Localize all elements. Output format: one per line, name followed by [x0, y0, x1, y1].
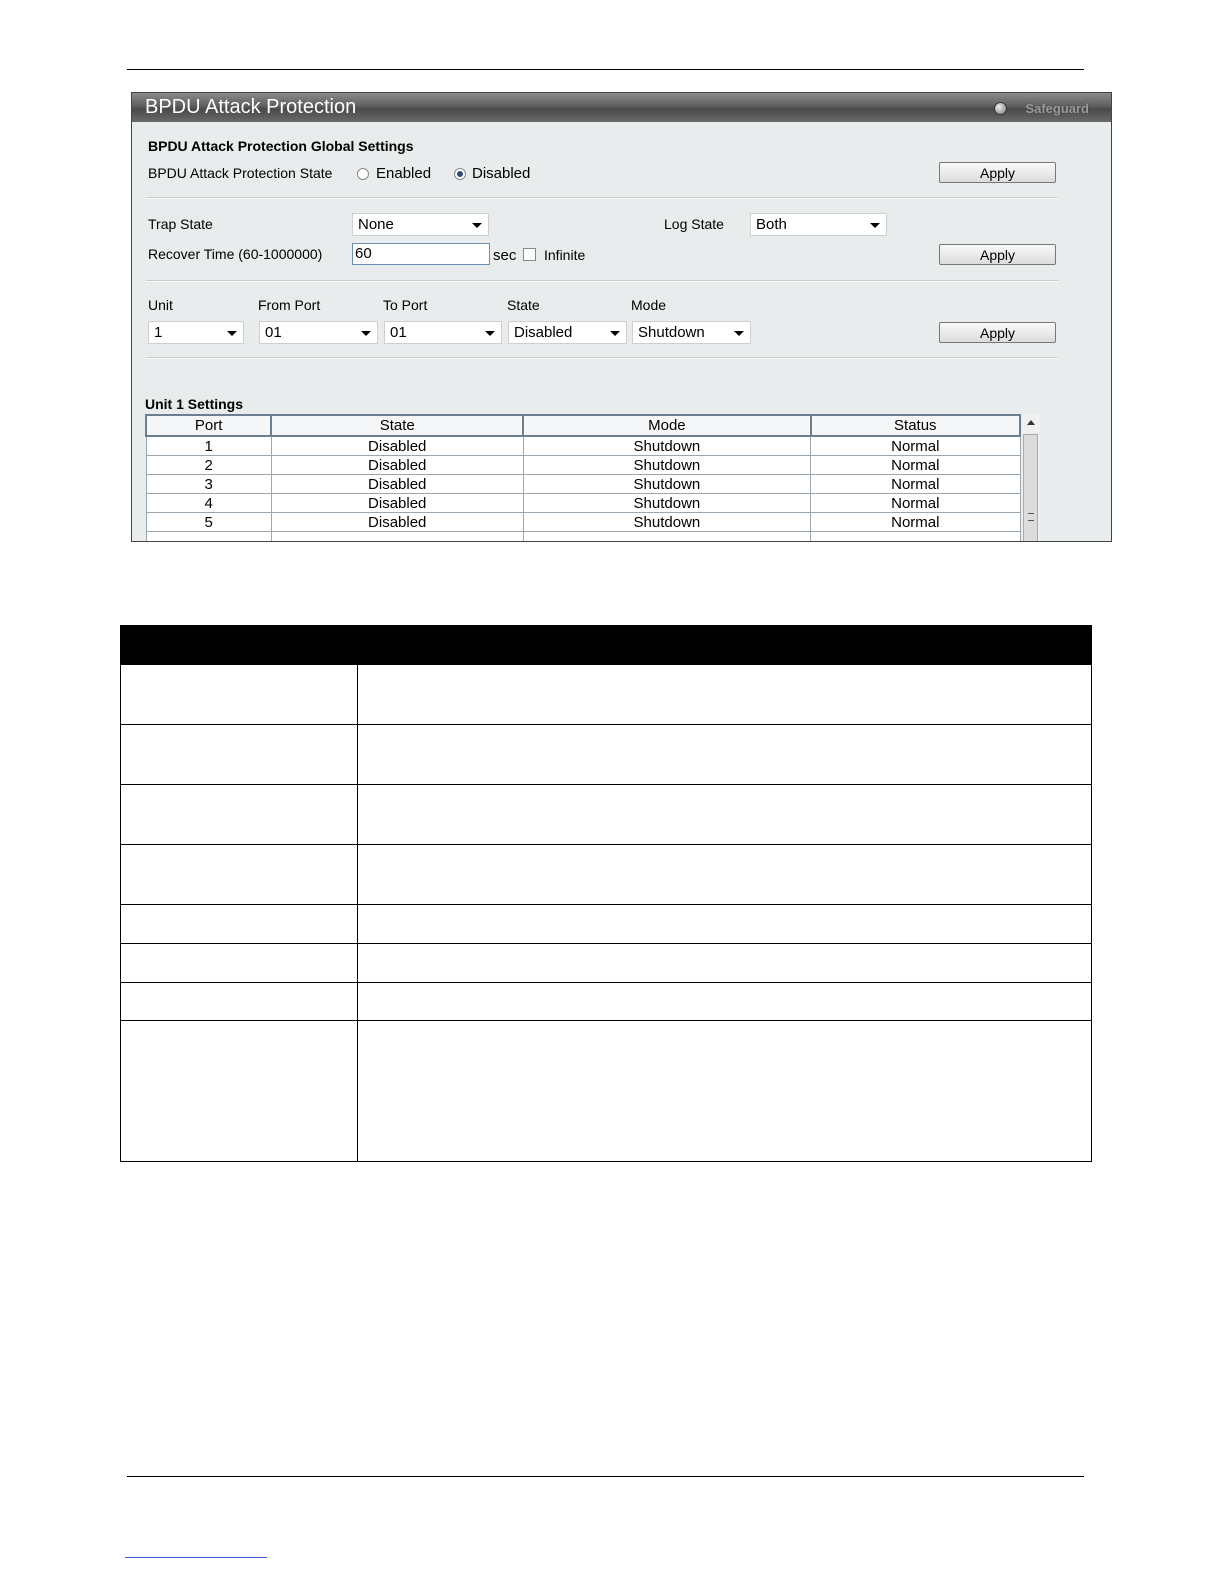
table-row — [146, 436, 1020, 456]
mode-cell: Shutdown — [523, 513, 810, 532]
unit-select[interactable] — [148, 321, 244, 344]
status-cell: Normal — [811, 475, 1020, 494]
table-row — [146, 532, 1020, 543]
port-cell: 3 — [146, 475, 271, 494]
parameter-cell — [121, 944, 358, 983]
trap-state-select[interactable] — [352, 213, 489, 236]
to-port-label: To Port — [383, 297, 428, 313]
state-cell: Disabled — [271, 436, 523, 456]
port-cell: 4 — [146, 494, 271, 513]
protection-state-label: BPDU Attack Protection State — [148, 165, 333, 181]
infinite-label: Infinite — [544, 247, 586, 263]
global-settings-heading: BPDU Attack Protection Global Settings — [148, 138, 414, 154]
port-cell — [146, 532, 271, 543]
table-scrollbar[interactable] — [1022, 414, 1040, 542]
header-rule — [127, 69, 1084, 70]
column-header-mode: Mode — [523, 415, 810, 436]
column-header-port: Port — [146, 415, 271, 436]
recover-time-label: Recover Time (60-1000000) — [148, 246, 323, 262]
to-port-value: 01 — [390, 324, 407, 341]
port-cell: 5 — [146, 513, 271, 532]
disabled-radio[interactable] — [454, 168, 466, 180]
recover-time-input[interactable]: 60 — [352, 243, 490, 265]
enabled-radio-label[interactable]: Enabled — [376, 165, 432, 182]
port-cell: 2 — [146, 456, 271, 475]
chevron-down-icon — [485, 331, 495, 336]
description-column-header — [358, 626, 1092, 665]
trap-state-value: None — [358, 216, 394, 233]
description-cell — [358, 845, 1092, 905]
table-row — [121, 845, 1092, 905]
parameter-cell — [121, 725, 358, 785]
from-port-value: 01 — [265, 324, 282, 341]
table-row — [121, 1021, 1092, 1162]
table-row — [121, 905, 1092, 944]
infinite-checkbox[interactable] — [523, 248, 536, 261]
status-cell: Normal — [811, 494, 1020, 513]
unit-label: Unit — [148, 297, 173, 313]
status-cell: Normal — [811, 456, 1020, 475]
description-cell — [358, 905, 1092, 944]
parameter-cell — [121, 905, 358, 944]
chevron-down-icon — [227, 331, 237, 336]
column-header-state: State — [271, 415, 523, 436]
divider — [146, 280, 1058, 282]
status-cell — [811, 532, 1020, 543]
status-cell: Normal — [811, 436, 1020, 456]
state-cell — [271, 532, 523, 543]
column-header-status: Status — [811, 415, 1020, 436]
panel-titlebar — [132, 93, 1111, 122]
divider — [146, 357, 1058, 359]
parameter-cell — [121, 785, 358, 845]
description-cell — [358, 983, 1092, 1021]
parameter-cell — [121, 845, 358, 905]
parameter-cell — [121, 665, 358, 725]
table-row — [121, 983, 1092, 1021]
from-port-select[interactable] — [259, 321, 378, 344]
state-select[interactable] — [508, 321, 627, 344]
unit-value: 1 — [154, 324, 163, 341]
table-row — [146, 475, 1020, 494]
state-cell: Disabled — [271, 475, 523, 494]
sec-unit-label: sec — [493, 247, 517, 264]
table-row — [146, 513, 1020, 532]
chevron-down-icon — [610, 331, 620, 336]
unit-settings-heading: Unit 1 Settings — [145, 396, 244, 412]
status-cell: Normal — [811, 513, 1020, 532]
mode-cell: Shutdown — [523, 494, 810, 513]
chevron-down-icon — [472, 223, 482, 228]
table-row — [121, 665, 1092, 725]
scrollbar-thumb[interactable] — [1023, 434, 1038, 542]
divider — [146, 197, 1058, 199]
safeguard-badge: Safeguard — [1025, 101, 1089, 116]
description-cell — [358, 725, 1092, 785]
panel-title: BPDU Attack Protection — [145, 96, 357, 118]
log-state-label: Log State — [664, 216, 724, 232]
description-cell — [358, 944, 1092, 983]
mode-label: Mode — [631, 297, 667, 313]
parameter-cell — [121, 983, 358, 1021]
mode-select[interactable] — [632, 321, 751, 344]
to-port-select[interactable] — [384, 321, 502, 344]
mode-value: Shutdown — [638, 324, 705, 341]
port-cell: 1 — [146, 436, 271, 456]
state-cell: Disabled — [271, 456, 523, 475]
table-row — [121, 944, 1092, 983]
table-header-row — [146, 415, 1020, 436]
bpdu-attack-protection-panel — [131, 92, 1112, 542]
chevron-down-icon — [361, 331, 371, 336]
port-apply-button[interactable]: Apply — [939, 322, 1056, 343]
description-cell — [358, 1021, 1092, 1162]
mode-cell: Shutdown — [523, 475, 810, 494]
state-value: Disabled — [514, 324, 573, 341]
description-cell — [358, 785, 1092, 845]
chevron-down-icon — [870, 223, 880, 228]
table-header-row — [121, 626, 1092, 665]
mode-cell — [523, 532, 810, 543]
safeguard-icon — [994, 102, 1007, 115]
scroll-up-arrow-icon[interactable] — [1027, 420, 1035, 425]
table-row — [146, 494, 1020, 513]
disabled-radio-label[interactable]: Disabled — [472, 165, 531, 182]
mode-cell: Shutdown — [523, 456, 810, 475]
footer-rule — [127, 1476, 1084, 1477]
log-state-select[interactable] — [750, 213, 887, 236]
trap-apply-button[interactable]: Apply — [939, 244, 1056, 265]
state-cell: Disabled — [271, 494, 523, 513]
trap-state-label: Trap State — [148, 216, 213, 232]
state-cell: Disabled — [271, 513, 523, 532]
mode-cell: Shutdown — [523, 436, 810, 456]
port-settings-table — [145, 414, 1021, 542]
table-row — [121, 725, 1092, 785]
parameter-column-header — [121, 626, 358, 665]
table-row — [146, 456, 1020, 475]
grip-icon — [1028, 513, 1034, 521]
log-state-value: Both — [756, 216, 787, 233]
description-cell — [358, 665, 1092, 725]
parameter-cell — [121, 1021, 358, 1162]
state-label: State — [507, 297, 540, 313]
global-apply-button[interactable]: Apply — [939, 162, 1056, 183]
table-row — [121, 785, 1092, 845]
parameter-description-table — [120, 625, 1092, 1162]
enabled-radio[interactable] — [357, 168, 369, 180]
from-port-label: From Port — [258, 297, 321, 313]
chevron-down-icon — [734, 331, 744, 336]
footer-link-underline[interactable] — [125, 1557, 267, 1558]
